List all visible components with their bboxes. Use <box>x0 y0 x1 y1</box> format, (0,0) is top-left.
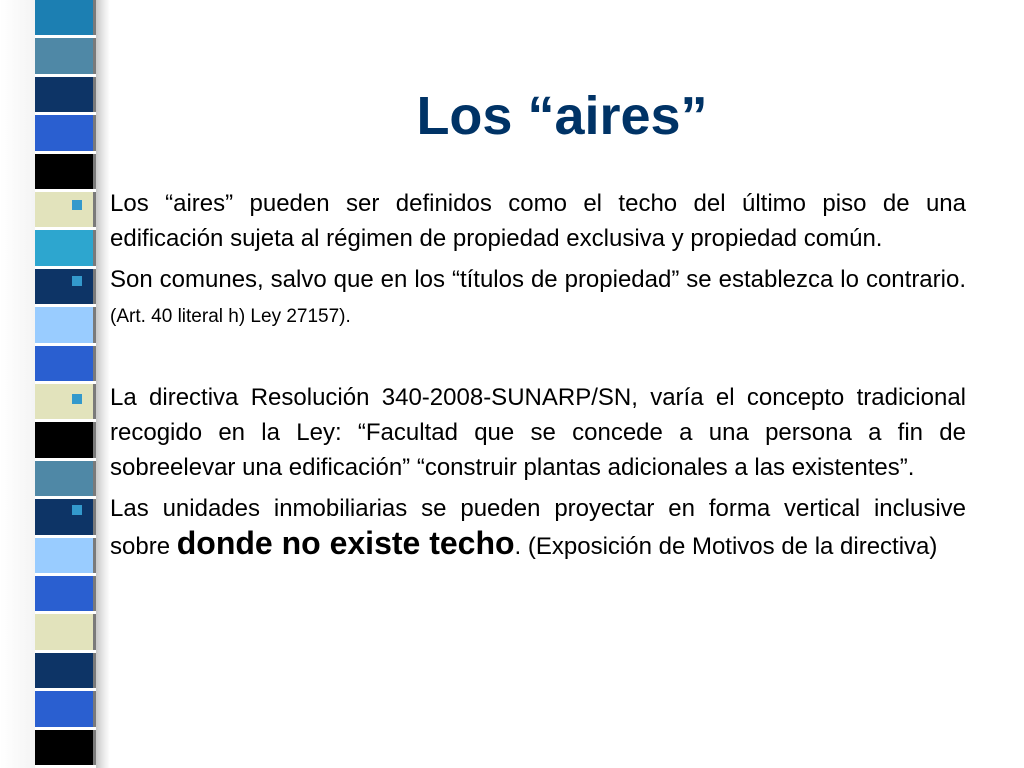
stripe-block <box>35 0 93 35</box>
square-bullet-icon <box>72 505 82 515</box>
stripe-block <box>35 653 93 688</box>
bullet-text: Son comunes, salvo que en los “títulos de propiedad” se establezca lo contrario. <box>110 266 966 293</box>
bullet-text: La directiva Resolución 340-2008-SUNARP/SN, varía el concepto tradicional recogido en la Ley: “Facultad que se concede a una persona a fin de sobreelevar una edificación” “construir plantas adicionales a las existentes”. <box>110 384 966 481</box>
stripe-block <box>35 614 93 649</box>
bullet-text: Las unidades inmobiliarias se pueden proyectar en forma vertical inclusive sobre <box>110 495 966 560</box>
square-bullet-icon <box>72 276 82 286</box>
stripe-edge <box>0 0 35 768</box>
bullet-aires-definition <box>72 186 966 256</box>
stripe-block <box>35 38 93 73</box>
bullet-directiva <box>72 380 966 485</box>
stripe-block <box>35 77 93 112</box>
square-bullet-icon <box>72 200 82 210</box>
bullet-text: Los “aires” pueden ser definidos como el techo del último piso de una edificación sujeta al régimen de propiedad exclusiva y propiedad común. <box>110 190 966 252</box>
bullet-unidades <box>72 491 966 564</box>
stripe-block <box>35 730 93 765</box>
emphasis-text: donde no existe techo <box>176 525 515 561</box>
stripe-block <box>35 154 93 189</box>
legal-reference: (Art. 40 literal h) Ley 27157). <box>110 306 351 327</box>
square-bullet-icon <box>72 394 82 404</box>
stripe-block <box>35 115 93 150</box>
bullet-text-end: . (Exposición de Motivos de la directiva) <box>514 533 938 560</box>
slide-title: Los “aires” <box>416 86 708 146</box>
bullet-comunes <box>72 262 966 334</box>
stripe-block <box>35 576 93 611</box>
stripe-block <box>35 691 93 726</box>
bullet-list <box>72 186 966 564</box>
